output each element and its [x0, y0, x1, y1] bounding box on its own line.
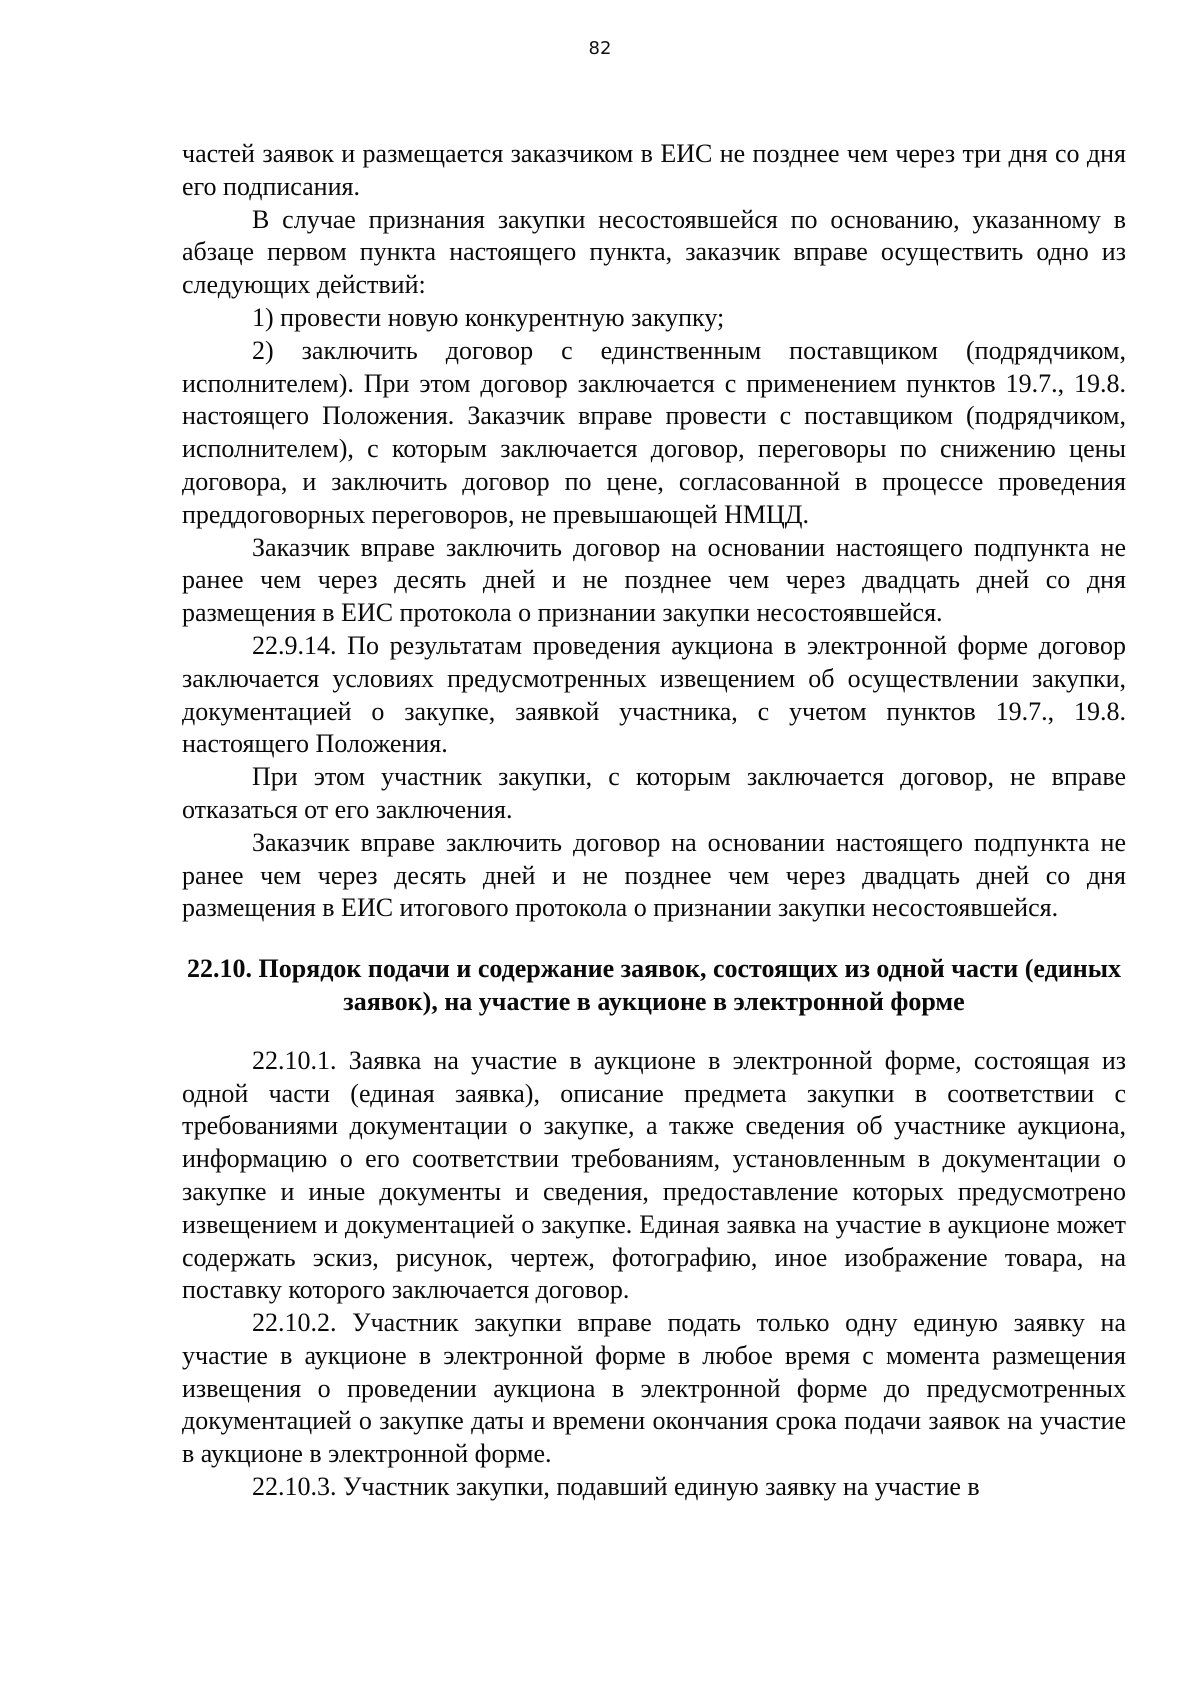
document-body — [182, 138, 1126, 1504]
page-number: 82 — [588, 38, 612, 59]
list-item: 2) заключить договор с единственным поставщиком (подрядчиком, исполнителем). При этом договор заключается с применением пунктов 19.7., 19.8. настоящего Положения. Заказчик вправе провести с поставщиком (подрядчиком, исполнителем), с которым заключается договор, переговоры по снижению цены договора, и заключить договор по цене, согласованной в процессе проведения преддоговорных переговоров, не превышающей НМЦД. — [182, 335, 1126, 529]
paragraph: 22.10.1. Заявка на участие в аукционе в электронной форме, состоящая из одной части (единая заявка), описание предмета закупки в соответствии с требованиями документации о закупке, а также сведения об участнике аукциона, информацию о его соответствии требованиям, установленным в документации о закупке и иные документы и сведения, предоставление которых предусмотрено извещением и документацией о закупке. Единая заявка на участие в аукционе может содержать эскиз, рисунок, чертеж, фотографию, иное изображение товара, на поставку которого заключается договор. — [182, 1045, 1126, 1305]
list-item: 1) провести новую конкурентную закупку; — [252, 302, 725, 332]
paragraph: частей заявок и размещается заказчиком в ЕИС не позднее чем через три дня со дня его подписания. — [182, 139, 1126, 201]
paragraph: В случае признания закупки несостоявшейся по основанию, указанному в абзаце первом пункта настоящего пункта, заказчик вправе осуществить одно из следующих действий: — [182, 204, 1126, 300]
paragraph: 22.9.14. По результатам проведения аукциона в электронной форме договор заключается условиях предусмотренных извещением об осуществлении закупки, документацией о закупке, заявкой участника, с учетом пунктов 19.7., 19.8. настоящего Положения. — [182, 630, 1126, 759]
paragraph: Заказчик вправе заключить договор на основании настоящего подпункта не ранее чем через десять дней и не позднее чем через двадцать дней со дня размещения в ЕИС итогового протокола о признании закупки несостоявшейся. — [182, 827, 1126, 923]
paragraph: При этом участник закупки, с которым заключается договор, не вправе отказаться от его заключения. — [182, 762, 1126, 824]
paragraph: Заказчик вправе заключить договор на основании настоящего подпункта не ранее чем через десять дней и не позднее чем через двадцать дней со дня размещения в ЕИС протокола о признании закупки несостоявшейся. — [182, 532, 1126, 628]
section-heading: 22.10. Порядок подачи и содержание заявок, состоящих из одной части (единых заявок), на участие в аукционе в электронной форме — [186, 954, 1122, 1016]
paragraph: 22.10.2. Участник закупки вправе подать только одну единую заявку на участие в аукционе в электронной форме в любое время с момента размещения извещения о проведении аукциона в электронной форме до предусмотренных документацией о закупке даты и времени окончания срока подачи заявок на участие в аукционе в электронной форме. — [182, 1308, 1126, 1469]
paragraph: 22.10.3. Участник закупки, подавший единую заявку на участие в — [252, 1472, 980, 1502]
